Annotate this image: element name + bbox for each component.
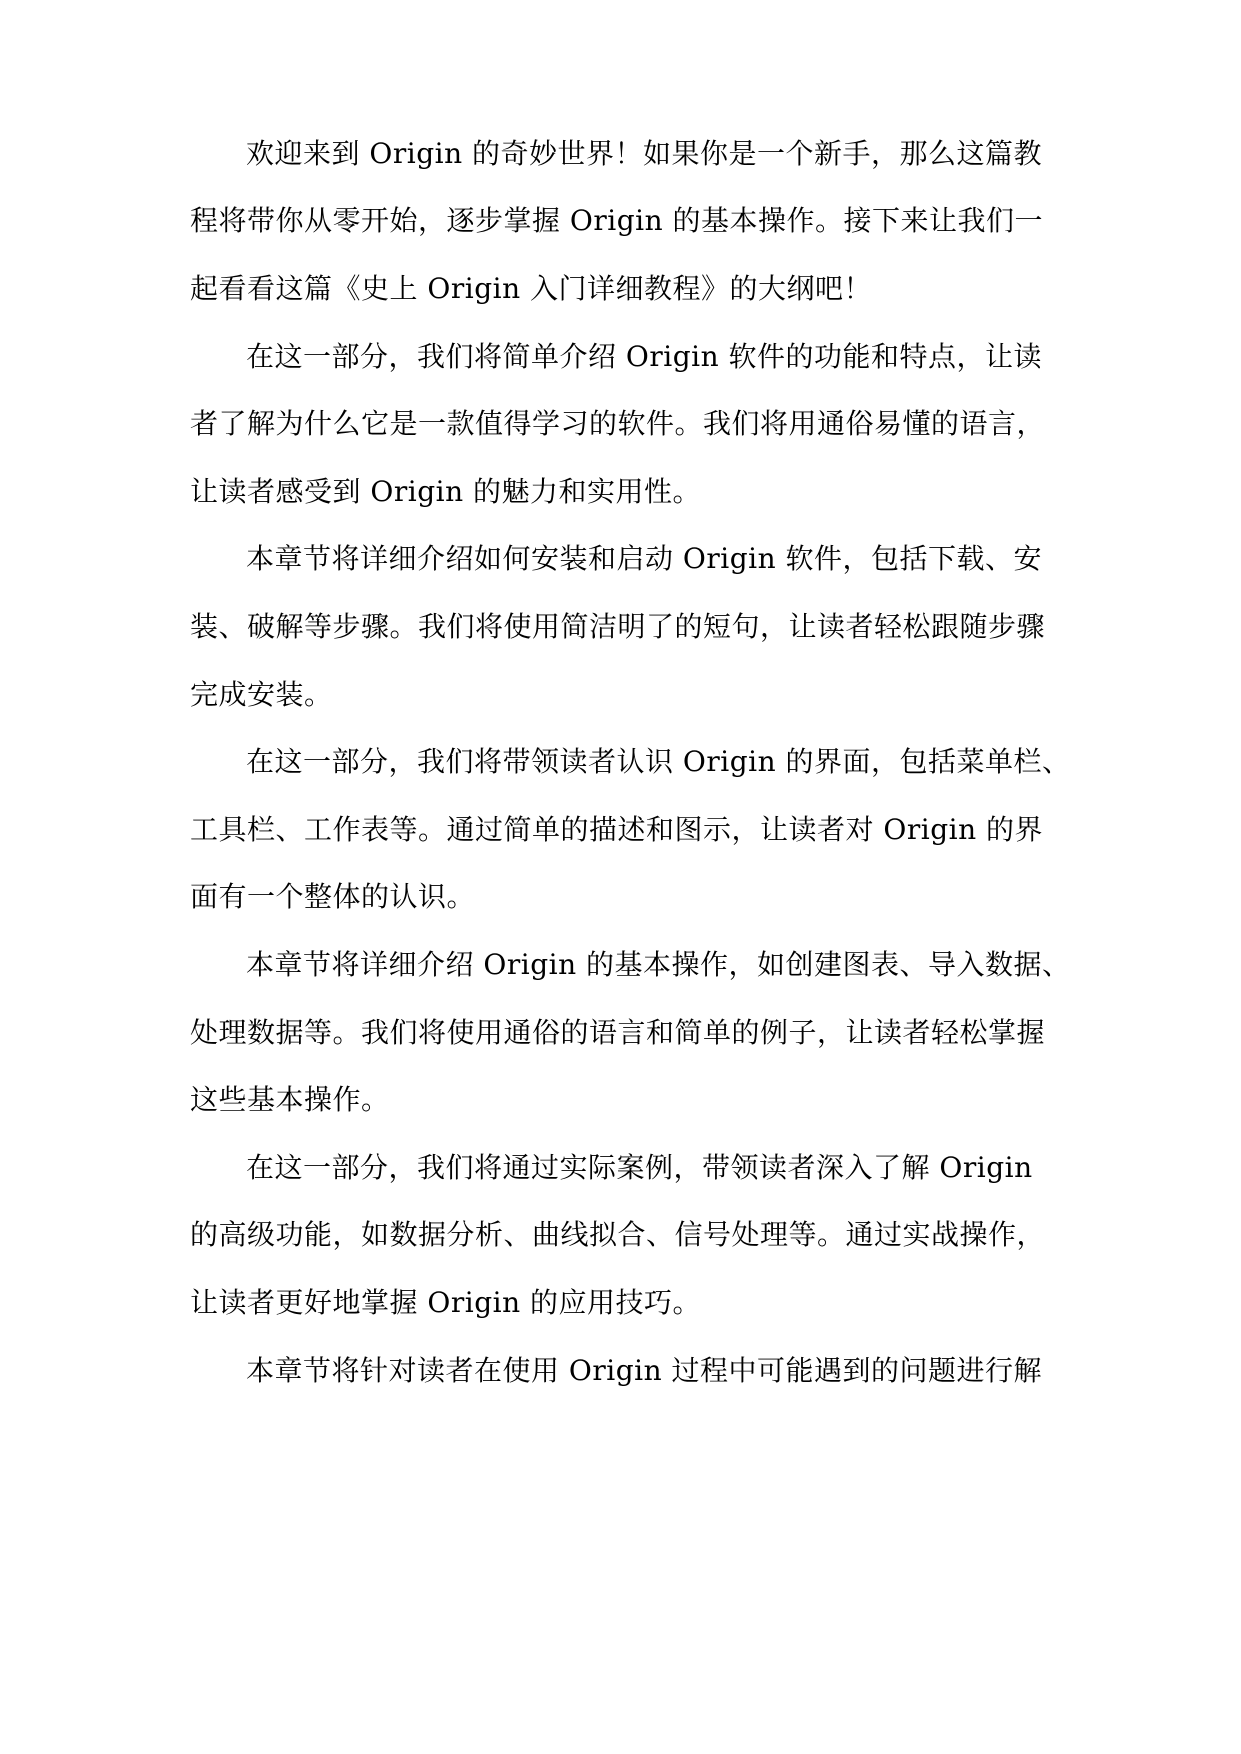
text-line: 的高级功能，如数据分析、曲线拟合、信号处理等。通过实战操作， — [190, 1218, 1046, 1251]
text-line: 本章节将针对读者在使用 Origin 过程中可能遇到的问题进行解 — [246, 1354, 1043, 1387]
text-line: 在这一部分，我们将带领读者认识 Origin 的界面，包括菜单栏、 — [246, 745, 1071, 778]
text-line: 这些基本操作。 — [190, 1083, 390, 1116]
text-line: 让读者感受到 Origin 的魅力和实用性。 — [190, 475, 702, 508]
text-line: 在这一部分，我们将简单介绍 Origin 软件的功能和特点，让读 — [246, 340, 1043, 373]
text-line: 工具栏、工作表等。通过简单的描述和图示，让读者对 Origin 的界 — [190, 813, 1044, 846]
text-line: 装、破解等步骤。我们将使用简洁明了的短句，让读者轻松跟随步骤 — [190, 610, 1046, 643]
text-line: 起看看这篇《史上 Origin 入门详细教程》的大纲吧！ — [190, 272, 873, 305]
text-line: 面有一个整体的认识。 — [190, 880, 476, 913]
text-line: 本章节将详细介绍如何安装和启动 Origin 软件，包括下载、安 — [246, 542, 1043, 575]
text-line: 完成安装。 — [190, 678, 333, 711]
text-line: 者了解为什么它是一款值得学习的软件。我们将用通俗易懂的语言， — [190, 407, 1046, 440]
text-line: 本章节将详细介绍 Origin 的基本操作，如创建图表、导入数据、 — [246, 948, 1071, 981]
text-line: 让读者更好地掌握 Origin 的应用技巧。 — [190, 1286, 702, 1319]
text-line: 处理数据等。我们将使用通俗的语言和简单的例子，让读者轻松掌握 — [190, 1016, 1046, 1049]
text-line: 欢迎来到 Origin 的奇妙世界！如果你是一个新手，那么这篇教 — [246, 137, 1043, 170]
text-line: 在这一部分，我们将通过实际案例，带领读者深入了解 Origin — [246, 1151, 1033, 1184]
text-line: 程将带你从零开始，逐步掌握 Origin 的基本操作。接下来让我们一 — [190, 204, 1044, 237]
